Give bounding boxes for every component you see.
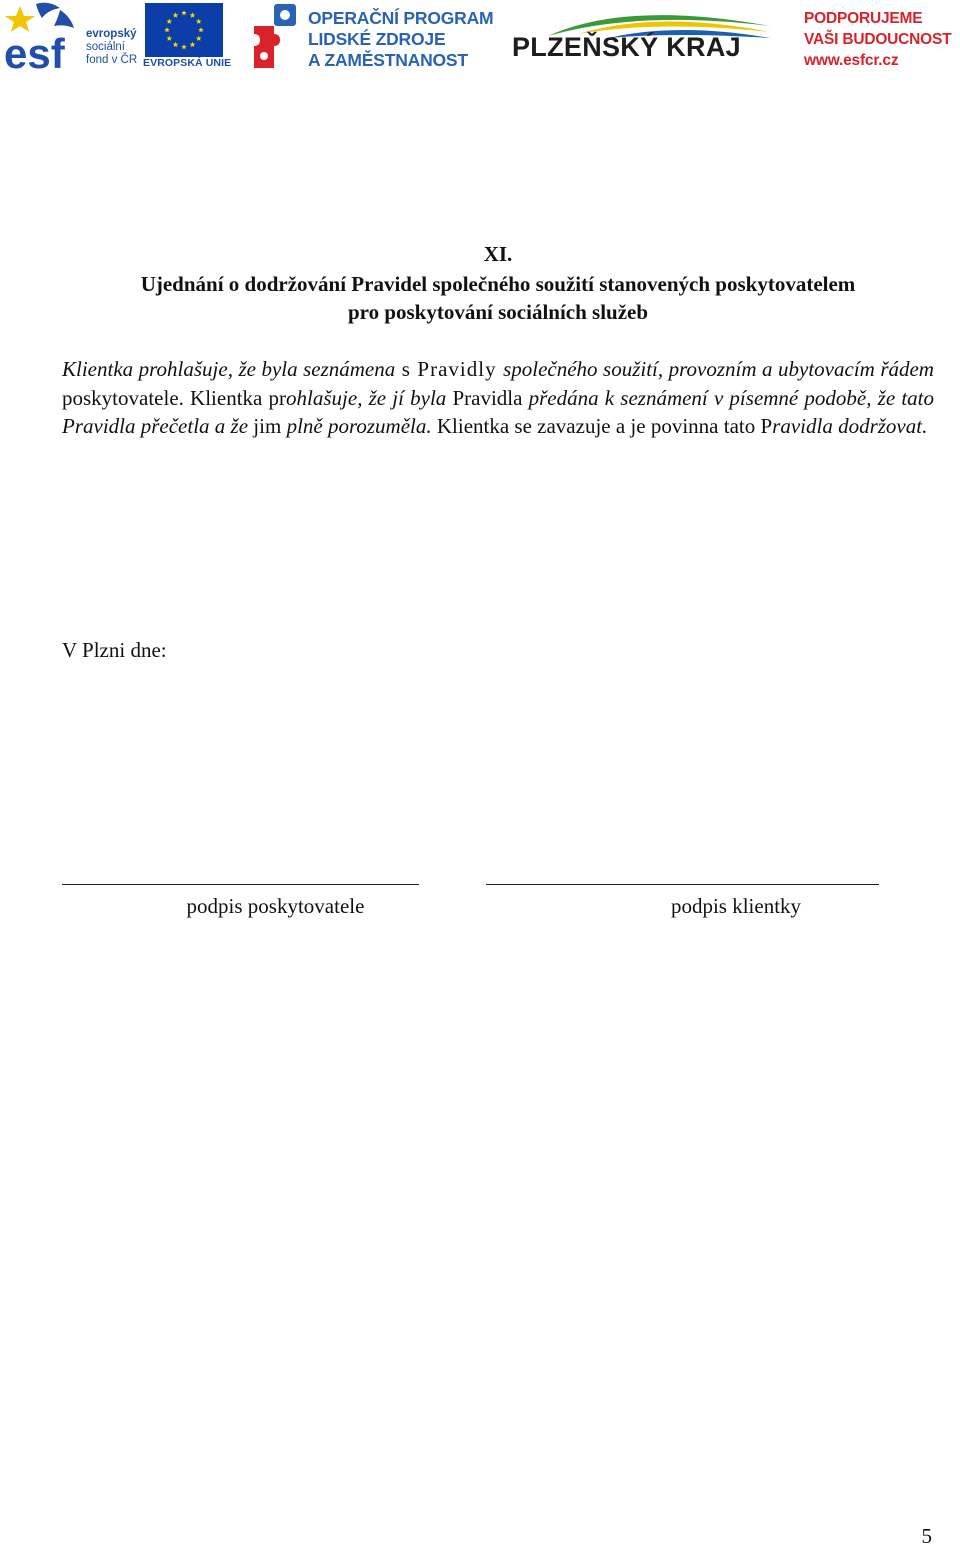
section-title-line-1: Ujednání o dodržování Pravidel společného soužití stanovených poskytovatelem (140, 272, 856, 296)
op-program-logo-icon (252, 4, 300, 70)
podp-url: www.esfcr.cz (804, 52, 899, 69)
op-line-1: OPERAČNÍ PROGRAM (308, 8, 494, 28)
op-line-3: A ZAMĚSTNANOST (308, 50, 468, 70)
paragraph-run: s Pravidly (395, 357, 504, 381)
esf-wordmark: esf (4, 30, 65, 72)
paragraph-run: plně porozuměla. (286, 414, 432, 439)
paragraph-run: ravidla dodržovat. (772, 414, 928, 439)
paragraph-run: společného soužití, provozním a ubytovacím řádem (503, 357, 934, 381)
place-date-label: V Plzni dne: (62, 638, 167, 662)
esf-caption-line-2: sociální (86, 41, 125, 53)
eu-caption: EVROPSKÁ UNIE (143, 57, 232, 69)
esf-caption (86, 28, 137, 67)
esf-caption-line-3: fond v ČR (86, 54, 138, 66)
paragraph-run: poskytovatele. Klientka pr (62, 385, 287, 410)
signature-line-provider (62, 884, 419, 885)
esf-caption-line-1: evropský (86, 28, 137, 40)
section-number: XI. (483, 242, 513, 266)
paragraph-run: Klientka prohlašuje, že byla seznámena (62, 357, 396, 381)
paragraph-run: jim (248, 414, 287, 439)
podp-line-2: VAŠI BUDOUCNOST (804, 31, 952, 48)
paragraph-run: předána k seznámení v písemné podobě, že tato Pravidla přečetla a že (62, 385, 934, 439)
header-logo-bar (0, 0, 960, 78)
esf-logo-icon (2, 2, 82, 72)
page-number: 5 (921, 1524, 932, 1548)
podp-line-1: PODPORUJEME (804, 10, 923, 27)
declaration-paragraph (62, 355, 934, 441)
section-title-line-2: pro poskytování sociálních služeb (347, 300, 649, 324)
paragraph-run: Pravidla (446, 385, 529, 410)
signature-label-provider: podpis poskytovatele (186, 894, 365, 918)
signature-line-client (486, 884, 879, 885)
paragraph-run: Klientka se zavazuje a je povinna tato P (431, 414, 773, 439)
signature-label-client: podpis klientky (670, 894, 802, 918)
op-line-2: LIDSKÉ ZDROJE (308, 29, 446, 49)
podporujeme-text (804, 8, 951, 71)
plzensky-kraj-wordmark: PLZEŇSKÝ KRAJ (512, 32, 741, 62)
op-program-text (308, 8, 493, 71)
paragraph-run: ohlašuje, že jí byla (286, 385, 447, 410)
eu-flag-icon (145, 3, 223, 57)
